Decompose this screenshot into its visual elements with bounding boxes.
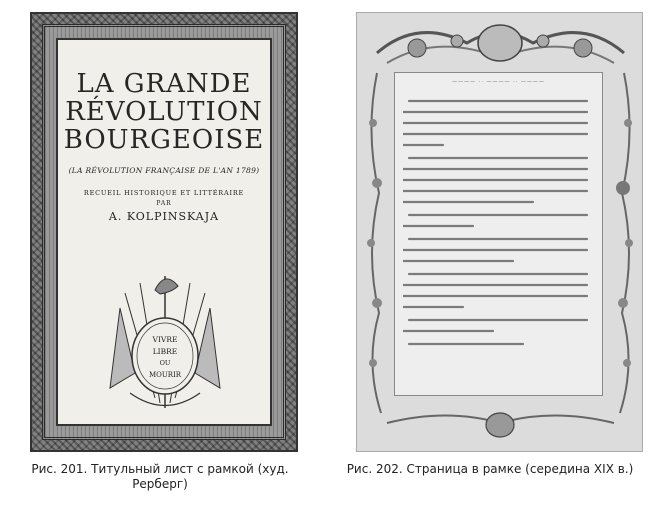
book-title-line-3: BOURGEOISE	[63, 125, 265, 155]
page-body-illegible	[403, 95, 594, 387]
figure-202-caption: Рис. 202. Страница в рамке (середина XIX в.)	[346, 462, 634, 476]
revolutionary-emblem-icon	[100, 268, 230, 418]
author-name: A. KOLPINSKAJA	[108, 210, 220, 223]
page-heading-illegible: ———— ·· ———— ·· ————	[452, 79, 545, 85]
book-subtitle: (LA RÉVOLUTION FRANÇAISE DE L'AN 1789)	[68, 166, 260, 175]
emblem-text-2: LIBRE	[152, 347, 178, 356]
figure-201-caption: Рис. 201. Титульный лист с рамкой (худ. Рерберг)	[31, 462, 289, 491]
book-title	[58, 70, 270, 154]
par-label: PAR	[156, 200, 172, 207]
figure-201-title-page	[30, 12, 298, 452]
book-title-line-1: LA GRANDE	[76, 69, 252, 99]
emblem-text-4: MOURIR	[148, 371, 182, 379]
emblem-text-1: VIVRE	[152, 335, 178, 344]
emblem-text-3: OU	[159, 359, 171, 367]
text-lines-placeholder	[403, 95, 593, 385]
book-title-line-2: RÉVOLUTION	[65, 97, 263, 127]
collection-label: RECUEIL HISTORIQUE ET LITTÉRAIRE	[83, 189, 245, 197]
title-page-panel	[56, 38, 272, 426]
text-page	[394, 72, 603, 396]
figure-202-framed-page	[356, 12, 643, 452]
